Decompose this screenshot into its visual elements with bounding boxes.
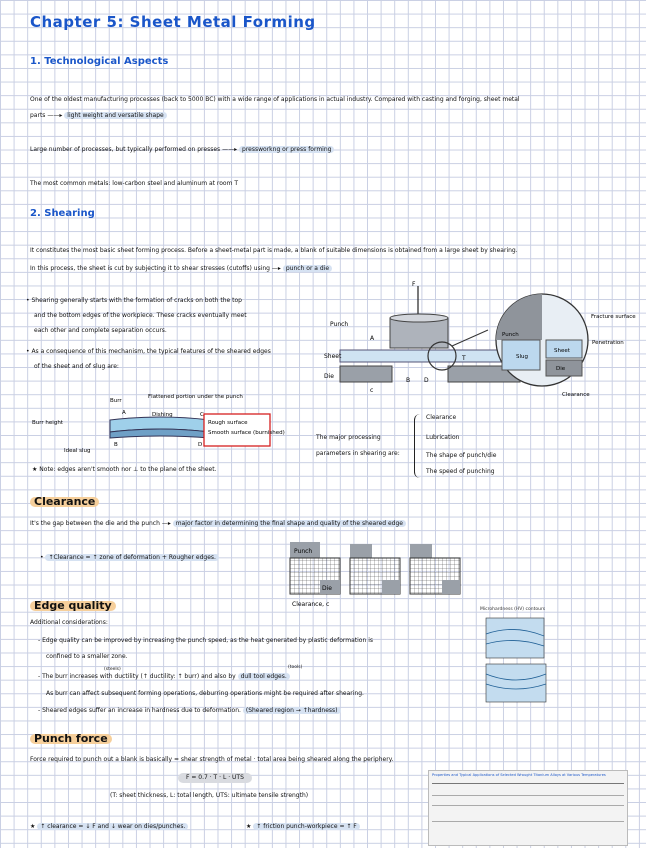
highlight: dull tool edges.	[238, 673, 290, 680]
clearance-figure	[290, 540, 466, 612]
highlight: major factor in determining the final shape and quality of the sheared edge	[173, 520, 406, 527]
formula-legend: (T: sheet thickness, L: total length, UTS: ultimate tensile strength)	[110, 792, 309, 799]
brace	[414, 414, 423, 478]
highlight: pressworkng or press forming	[239, 146, 334, 153]
highlight: ↑ clearance = ↓ F and ↓ wear on dies/punches.	[37, 823, 188, 830]
highlight: ↑ friction punch-workpiece = ↑ F	[253, 823, 359, 830]
burr-height-label: Burr height	[32, 420, 63, 426]
annotation: (steels)	[104, 667, 121, 672]
edge-item: - Sheared edges suffer an increase in hardness due to deformation. (Sheared region → ↑hardness)	[38, 707, 341, 715]
point-d2-label: D	[198, 442, 203, 448]
smooth-surface-label: Smooth surface (burnished)	[208, 430, 285, 436]
sheared-edge-figure	[30, 392, 285, 462]
flattened-label: Flattened portion under the punch	[148, 394, 243, 400]
clearance-note: • ↑Clearance = ↑ zone of deformation + Rougher edges.	[40, 554, 219, 562]
dishing-label: Dishing	[152, 412, 173, 418]
note: ★ Note: edges aren't smooth nor ⊥ to the plane of the sheet.	[32, 466, 217, 473]
bullet-text: • As a consequence of this mechanism, the typical features of the sheared edges	[26, 348, 271, 355]
param-item: The speed of punching	[426, 468, 495, 475]
params-intro: parameters in shearing are:	[316, 450, 400, 457]
bullet-text: • Shearing generally starts with the formation of cracks on both the top	[26, 297, 242, 304]
punch2-label: Punch	[502, 332, 519, 338]
fracture-label: Fracture surface	[591, 314, 636, 320]
ideal-slug-label: Ideal slug	[64, 448, 91, 454]
table-rule	[432, 783, 624, 784]
paragraph: parts ——▸ light weight and versatile shape	[30, 112, 167, 120]
bullet-text: and the bottom edges of the workpiece. These cracks eventually meet	[34, 312, 247, 319]
section-heading-edge-quality: Edge quality	[30, 601, 116, 611]
clearance-label: Clearance	[562, 392, 590, 398]
shearing-figure	[320, 278, 636, 400]
punch-label: Punch	[330, 321, 349, 328]
table-rule	[432, 795, 624, 796]
microhardness-title: Microhardness (HV) contours	[480, 607, 546, 612]
point-a2-label: A	[122, 410, 126, 416]
point-a-label: A	[370, 335, 375, 342]
die-label: Die	[324, 373, 334, 380]
die2-label: Die	[556, 366, 566, 372]
formula: F = 0.7 · T · L · UTS	[178, 773, 252, 783]
param-item: Lubrication	[426, 434, 460, 441]
annotation: (tools)	[288, 665, 303, 670]
arrow-icon: —▸	[271, 265, 281, 272]
paragraph: The most common metals: low-carbon steel and aluminum at room T	[30, 180, 239, 187]
rough-surface-label: Rough surface	[208, 420, 248, 426]
point-b2-label: B	[114, 442, 118, 448]
section-heading-technological: 1. Technological Aspects	[30, 56, 169, 67]
table-title: Properties and Typical Applications of Selected Wrought Titanium Alloys at Various Temperatures	[432, 773, 606, 777]
highlight: (Sheared region → ↑hardness)	[243, 707, 341, 714]
fig-die-label: Die	[322, 585, 332, 592]
paragraph: It's the gap between the die and the punch —▸ major factor in determining the final shape and quality of the sheared edge	[30, 520, 406, 528]
force-label: F	[412, 281, 416, 288]
highlight: ↑Clearance = ↑ zone of deformation + Rougher edges.	[45, 554, 218, 561]
section-heading-punch-force: Punch force	[30, 734, 112, 744]
section-heading-shearing: 2. Shearing	[30, 208, 95, 219]
fig-clearance-label: Clearance, c	[292, 601, 330, 608]
punch-note: ★ ↑ friction punch-workpiece = ↑ F	[246, 823, 360, 831]
thickness-label: T	[462, 355, 466, 362]
edge-item: - The burr increases with ductility (↑ ductility: ↑ burr) and also by dull tool edges.	[38, 673, 290, 681]
point-c2-label: C	[200, 412, 204, 418]
edge-item: - Edge quality can be improved by increasing the punch speed, as the heat generated by plastic deformation is	[38, 637, 373, 644]
fig-punch-label: Punch	[294, 548, 313, 555]
bullet-text: each other and complete separation occurs.	[34, 327, 167, 334]
bullet-text: of the sheet and of slug are:	[34, 363, 119, 370]
highlight: light weight and versatile shape	[64, 112, 166, 119]
paragraph: Force required to punch out a blank is basically = shear strength of metal · total area being sheared along the periphery.	[30, 756, 394, 763]
microhardness-figure	[466, 614, 586, 710]
arrow-icon: ——▸	[222, 146, 238, 153]
point-d-label: D	[424, 377, 429, 384]
paragraph: It constitutes the most basic sheet forming process. Before a sheet-metal part is made, a blank of suitable dimensions is obtained from a large sheet by shearing.	[30, 247, 518, 254]
edge-item: As burr can affect subsequent forming operations, deburring operations might be required after shearing.	[46, 690, 364, 697]
subheading: Additional considerations:	[30, 619, 108, 626]
arrow-icon: —▸	[161, 520, 171, 527]
table-rule	[432, 805, 624, 806]
param-item: Clearance	[426, 414, 457, 421]
point-b-label: B	[406, 377, 411, 384]
sheet2-label: Sheet	[554, 348, 570, 354]
table-rule	[432, 821, 624, 822]
clearance-c-label: c	[370, 387, 374, 394]
paragraph: One of the oldest manufacturing processes (back to 5000 BC) with a wide range of applications in actual industry. Compared with casting and forging, sheet metal	[30, 96, 520, 103]
highlight: punch or a die	[283, 265, 332, 272]
properties-table	[428, 770, 628, 846]
punch-note: ★ ↑ clearance = ↓ F and ↓ wear on dies/punches.	[30, 823, 188, 831]
edge-item: confined to a smaller zone.	[46, 653, 128, 660]
paragraph: In this process, the sheet is cut by subjecting it to shear stresses (cutoffs) using —▸ punch or a die	[30, 265, 332, 273]
arrow-icon: ——▸	[47, 112, 63, 119]
page-title: Chapter 5: Sheet Metal Forming	[30, 13, 316, 31]
param-item: The shape of punch/die	[426, 452, 497, 459]
params-intro: The major processing	[316, 434, 381, 441]
slug-label: Slug	[516, 354, 528, 360]
burr-label: Burr	[110, 398, 122, 404]
sheet-label: Sheet	[324, 353, 342, 360]
paragraph: Large number of processes, but typically performed on presses ——▸ pressworkng or press forming	[30, 146, 334, 154]
section-heading-clearance: Clearance	[30, 497, 99, 507]
penetration-label: Penetration	[592, 340, 624, 346]
